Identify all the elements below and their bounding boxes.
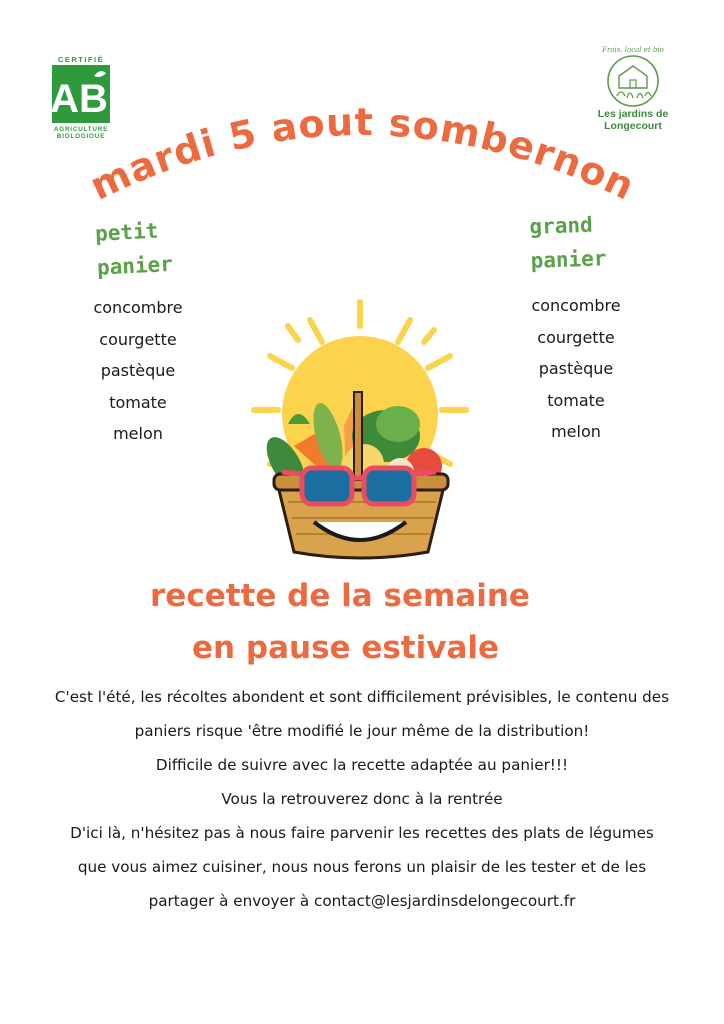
ab-biologique-text: BIOLOGIQUE [56,133,106,138]
list-item: pastèque [100,361,176,380]
petit-label-line1: petit [94,218,159,246]
sun-basket-illustration-icon [248,296,488,564]
page-title-path: mardi 5 aout sombernon [83,99,642,209]
recipe-title: recette de la semaine [150,578,530,614]
body-paragraph [30,680,694,918]
list-item: pastèque [538,359,614,378]
body-line: Vous la retrouverez donc à la rentrée [221,790,503,808]
list-item: melon [113,424,163,443]
longecourt-name-line1: Les jardins de [597,108,669,120]
petit-panier-label [94,211,207,285]
list-item: tomate [109,392,167,412]
body-line: partager à envoyer à contact@lesjardinsdelongecourt.fr [148,892,576,910]
grand-label-line1: grand [529,212,594,239]
petit-panier-list [78,292,198,450]
grand-panier-list [516,290,636,448]
ab-certifie-text: CERTIFIÉ [57,55,105,64]
list-item: courgette [537,327,615,347]
petit-label-line2: panier [96,251,174,280]
longecourt-tagline: Frais, local et bio [602,46,664,54]
page-title-text [83,100,641,209]
grand-label-line2: panier [530,246,607,273]
grand-panier-label [529,206,641,278]
list-item: concombre [531,296,621,315]
page-title [60,95,660,225]
list-item: courgette [99,329,177,349]
body-line: Difficile de suivre avec la recette adaptée au panier!!! [155,756,569,774]
list-item: melon [551,422,601,441]
ab-letters: AB [50,77,108,121]
body-line: D'ici là, n'hésitez pas à nous faire parvenir les recettes des plats de légumes [70,824,654,842]
body-line: C'est l'été, les récoltes abondent et sont difficilement prévisibles, le contenu des [54,688,670,706]
body-line: que vous aimez cuisiner, nous nous ferons un plaisir de les tester et de les [77,858,647,876]
list-item: tomate [547,390,605,410]
longecourt-name-line2: Longecourt [604,120,662,132]
list-item: concombre [93,298,183,317]
body-line: paniers risque 'être modifié le jour même de la distribution! [134,722,590,740]
ab-agriculture-text: AGRICULTURE [53,126,109,133]
recipe-subtitle: en pause estivale [192,630,500,666]
